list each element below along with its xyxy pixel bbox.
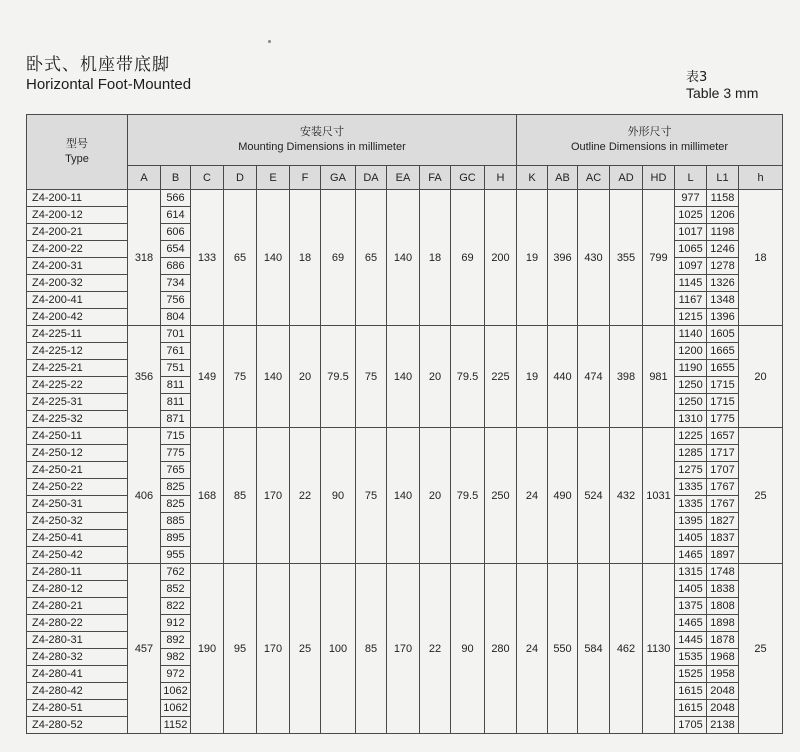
cell-type: Z4-250-31 <box>27 496 128 513</box>
cell-ac: 524 <box>578 428 610 564</box>
column-header-l1: L1 <box>707 166 739 190</box>
cell-l: 1097 <box>675 258 707 275</box>
table-row <box>27 428 783 445</box>
table-row <box>27 564 783 581</box>
cell-l1: 1897 <box>707 547 739 564</box>
cell-e: 170 <box>257 428 290 564</box>
cell-h-small: 25 <box>739 428 783 564</box>
cell-l: 1285 <box>675 445 707 462</box>
cell-b: 614 <box>161 207 191 224</box>
cell-l1: 1396 <box>707 309 739 326</box>
cell-a: 356 <box>128 326 161 428</box>
mounting-header-en: Mounting Dimensions in millimeter <box>238 141 406 153</box>
cell-l1: 1968 <box>707 649 739 666</box>
outline-header-en: Outline Dimensions in millimeter <box>570 141 729 153</box>
cell-k: 24 <box>517 428 548 564</box>
cell-l1: 1767 <box>707 479 739 496</box>
cell-a: 457 <box>128 564 161 734</box>
cell-l1: 1715 <box>707 377 739 394</box>
column-header-k: K <box>517 166 548 190</box>
cell-b: 654 <box>161 241 191 258</box>
cell-ab: 550 <box>548 564 578 734</box>
cell-l: 1335 <box>675 496 707 513</box>
cell-ad: 355 <box>610 190 643 326</box>
cell-b: 566 <box>161 190 191 207</box>
cell-b: 825 <box>161 479 191 496</box>
cell-e: 140 <box>257 326 290 428</box>
cell-hd: 1130 <box>643 564 675 734</box>
column-header-d: D <box>224 166 257 190</box>
cell-type: Z4-225-12 <box>27 343 128 360</box>
cell-ea: 170 <box>387 564 420 734</box>
cell-l1: 2138 <box>707 717 739 734</box>
cell-l1: 1838 <box>707 581 739 598</box>
cell-ea: 140 <box>387 326 420 428</box>
cell-ad: 398 <box>610 326 643 428</box>
cell-b: 895 <box>161 530 191 547</box>
cell-ac: 430 <box>578 190 610 326</box>
cell-type: Z4-200-21 <box>27 224 128 241</box>
cell-type: Z4-250-42 <box>27 547 128 564</box>
column-header-f: F <box>290 166 321 190</box>
cell-l1: 1348 <box>707 292 739 309</box>
cell-l: 1445 <box>675 632 707 649</box>
cell-gc: 79.5 <box>451 326 485 428</box>
cell-type: Z4-250-32 <box>27 513 128 530</box>
cell-l: 1250 <box>675 377 707 394</box>
cell-l: 1375 <box>675 598 707 615</box>
cell-l: 1140 <box>675 326 707 343</box>
cell-b: 972 <box>161 666 191 683</box>
cell-e: 140 <box>257 190 290 326</box>
cell-f: 20 <box>290 326 321 428</box>
header-row-columns <box>27 166 783 190</box>
cell-l: 1395 <box>675 513 707 530</box>
cell-type: Z4-280-11 <box>27 564 128 581</box>
cell-ab: 396 <box>548 190 578 326</box>
cell-fa: 20 <box>420 428 451 564</box>
cell-type: Z4-225-11 <box>27 326 128 343</box>
cell-l1: 1655 <box>707 360 739 377</box>
cell-l1: 2048 <box>707 700 739 717</box>
cell-b: 762 <box>161 564 191 581</box>
cell-type: Z4-200-11 <box>27 190 128 207</box>
cell-l: 1310 <box>675 411 707 428</box>
cell-l1: 1767 <box>707 496 739 513</box>
cell-type: Z4-225-22 <box>27 377 128 394</box>
column-header-h: h <box>739 166 783 190</box>
cell-l1: 1898 <box>707 615 739 632</box>
cell-b: 912 <box>161 615 191 632</box>
column-header-a: A <box>128 166 161 190</box>
cell-hd: 981 <box>643 326 675 428</box>
cell-gc: 69 <box>451 190 485 326</box>
cell-l: 1250 <box>675 394 707 411</box>
cell-hd: 1031 <box>643 428 675 564</box>
cell-h: 200 <box>485 190 517 326</box>
cell-b: 822 <box>161 598 191 615</box>
cell-d: 85 <box>224 428 257 564</box>
cell-l1: 1808 <box>707 598 739 615</box>
table-row <box>27 326 783 343</box>
cell-f: 22 <box>290 428 321 564</box>
cell-h-small: 20 <box>739 326 783 428</box>
cell-b: 1062 <box>161 700 191 717</box>
cell-type: Z4-280-21 <box>27 598 128 615</box>
cell-da: 65 <box>356 190 387 326</box>
type-header-cn: 型号 <box>66 138 88 150</box>
cell-l: 1525 <box>675 666 707 683</box>
cell-h-small: 25 <box>739 564 783 734</box>
cell-gc: 90 <box>451 564 485 734</box>
cell-type: Z4-250-12 <box>27 445 128 462</box>
cell-ea: 140 <box>387 190 420 326</box>
cell-type: Z4-280-32 <box>27 649 128 666</box>
cell-b: 811 <box>161 377 191 394</box>
column-header-gc: GC <box>451 166 485 190</box>
cell-da: 85 <box>356 564 387 734</box>
cell-b: 1152 <box>161 717 191 734</box>
cell-l1: 1158 <box>707 190 739 207</box>
cell-l1: 1278 <box>707 258 739 275</box>
cell-f: 25 <box>290 564 321 734</box>
cell-a: 406 <box>128 428 161 564</box>
cell-b: 775 <box>161 445 191 462</box>
column-header-ab: AB <box>548 166 578 190</box>
cell-da: 75 <box>356 428 387 564</box>
cell-ga: 79.5 <box>321 326 356 428</box>
column-header-ga: GA <box>321 166 356 190</box>
dimension-table <box>26 114 783 734</box>
mounting-header-cn: 安装尺寸 <box>300 126 344 138</box>
table-row <box>27 190 783 207</box>
cell-d: 65 <box>224 190 257 326</box>
cell-c: 149 <box>191 326 224 428</box>
cell-c: 190 <box>191 564 224 734</box>
cell-b: 885 <box>161 513 191 530</box>
column-header-b: B <box>161 166 191 190</box>
column-header-h: H <box>485 166 517 190</box>
cell-b: 955 <box>161 547 191 564</box>
cell-ea: 140 <box>387 428 420 564</box>
cell-type: Z4-280-12 <box>27 581 128 598</box>
cell-type: Z4-200-22 <box>27 241 128 258</box>
cell-l: 1335 <box>675 479 707 496</box>
column-header-fa: FA <box>420 166 451 190</box>
cell-k: 19 <box>517 190 548 326</box>
cell-b: 686 <box>161 258 191 275</box>
cell-type: Z4-200-31 <box>27 258 128 275</box>
cell-fa: 18 <box>420 190 451 326</box>
cell-l: 1615 <box>675 700 707 717</box>
cell-da: 75 <box>356 326 387 428</box>
cell-type: Z4-250-21 <box>27 462 128 479</box>
cell-l: 977 <box>675 190 707 207</box>
cell-d: 75 <box>224 326 257 428</box>
cell-type: Z4-280-31 <box>27 632 128 649</box>
cell-ad: 432 <box>610 428 643 564</box>
cell-l: 1315 <box>675 564 707 581</box>
cell-l: 1535 <box>675 649 707 666</box>
cell-hd: 799 <box>643 190 675 326</box>
cell-type: Z4-225-32 <box>27 411 128 428</box>
speck <box>268 40 271 43</box>
cell-l: 1065 <box>675 241 707 258</box>
cell-l1: 1748 <box>707 564 739 581</box>
cell-type: Z4-280-52 <box>27 717 128 734</box>
cell-k: 19 <box>517 326 548 428</box>
cell-fa: 22 <box>420 564 451 734</box>
cell-ga: 69 <box>321 190 356 326</box>
cell-b: 804 <box>161 309 191 326</box>
cell-type: Z4-200-42 <box>27 309 128 326</box>
cell-b: 811 <box>161 394 191 411</box>
cell-l: 1465 <box>675 615 707 632</box>
cell-l: 1145 <box>675 275 707 292</box>
cell-ab: 490 <box>548 428 578 564</box>
cell-l1: 1878 <box>707 632 739 649</box>
cell-b: 701 <box>161 326 191 343</box>
outline-header-cn: 外形尺寸 <box>627 126 672 138</box>
column-header-hd: HD <box>643 166 675 190</box>
cell-b: 734 <box>161 275 191 292</box>
cell-b: 871 <box>161 411 191 428</box>
mounting-dimensions-header <box>128 115 517 166</box>
cell-l1: 1326 <box>707 275 739 292</box>
header-row-groups <box>27 115 783 166</box>
cell-ac: 584 <box>578 564 610 734</box>
cell-l1: 1198 <box>707 224 739 241</box>
cell-type: Z4-280-42 <box>27 683 128 700</box>
outline-dimensions-header <box>517 115 783 166</box>
cell-l: 1405 <box>675 530 707 547</box>
cell-b: 761 <box>161 343 191 360</box>
cell-l: 1275 <box>675 462 707 479</box>
cell-h: 225 <box>485 326 517 428</box>
cell-l: 1167 <box>675 292 707 309</box>
cell-l: 1215 <box>675 309 707 326</box>
cell-ga: 90 <box>321 428 356 564</box>
cell-b: 1062 <box>161 683 191 700</box>
cell-l1: 1837 <box>707 530 739 547</box>
cell-h: 250 <box>485 428 517 564</box>
cell-l: 1200 <box>675 343 707 360</box>
type-header-en: Type <box>65 153 89 165</box>
cell-ga: 100 <box>321 564 356 734</box>
cell-f: 18 <box>290 190 321 326</box>
cell-l: 1465 <box>675 547 707 564</box>
cell-b: 825 <box>161 496 191 513</box>
cell-ab: 440 <box>548 326 578 428</box>
cell-b: 751 <box>161 360 191 377</box>
cell-b: 606 <box>161 224 191 241</box>
cell-type: Z4-200-41 <box>27 292 128 309</box>
cell-b: 852 <box>161 581 191 598</box>
cell-c: 168 <box>191 428 224 564</box>
cell-type: Z4-200-32 <box>27 275 128 292</box>
cell-l1: 1775 <box>707 411 739 428</box>
cell-l1: 1715 <box>707 394 739 411</box>
cell-gc: 79.5 <box>451 428 485 564</box>
table-number-en: Table 3 mm <box>686 85 759 101</box>
cell-b: 982 <box>161 649 191 666</box>
cell-type: Z4-250-41 <box>27 530 128 547</box>
cell-b: 892 <box>161 632 191 649</box>
cell-type: Z4-200-12 <box>27 207 128 224</box>
column-header-da: DA <box>356 166 387 190</box>
cell-b: 765 <box>161 462 191 479</box>
cell-b: 715 <box>161 428 191 445</box>
column-header-c: C <box>191 166 224 190</box>
type-header <box>27 115 128 190</box>
cell-c: 133 <box>191 190 224 326</box>
cell-l: 1405 <box>675 581 707 598</box>
cell-b: 756 <box>161 292 191 309</box>
column-header-l: L <box>675 166 707 190</box>
cell-l: 1190 <box>675 360 707 377</box>
cell-h: 280 <box>485 564 517 734</box>
cell-l1: 1605 <box>707 326 739 343</box>
cell-a: 318 <box>128 190 161 326</box>
cell-ad: 462 <box>610 564 643 734</box>
cell-l1: 1246 <box>707 241 739 258</box>
cell-l1: 1707 <box>707 462 739 479</box>
cell-l: 1017 <box>675 224 707 241</box>
cell-l: 1705 <box>675 717 707 734</box>
column-header-ad: AD <box>610 166 643 190</box>
cell-l1: 1206 <box>707 207 739 224</box>
column-header-ea: EA <box>387 166 420 190</box>
cell-type: Z4-225-31 <box>27 394 128 411</box>
cell-fa: 20 <box>420 326 451 428</box>
column-header-ac: AC <box>578 166 610 190</box>
cell-type: Z4-250-22 <box>27 479 128 496</box>
cell-l: 1025 <box>675 207 707 224</box>
cell-type: Z4-225-21 <box>27 360 128 377</box>
cell-type: Z4-280-41 <box>27 666 128 683</box>
cell-l1: 1657 <box>707 428 739 445</box>
cell-l1: 1958 <box>707 666 739 683</box>
cell-k: 24 <box>517 564 548 734</box>
cell-type: Z4-250-11 <box>27 428 128 445</box>
cell-type: Z4-280-22 <box>27 615 128 632</box>
cell-l: 1225 <box>675 428 707 445</box>
page-title-en: Horizontal Foot-Mounted <box>26 76 192 93</box>
cell-ac: 474 <box>578 326 610 428</box>
cell-l: 1615 <box>675 683 707 700</box>
table-number-cn: 表3 <box>686 70 708 85</box>
cell-l1: 1665 <box>707 343 739 360</box>
page-title-cn: 卧式、机座带底脚 <box>26 55 170 75</box>
cell-d: 95 <box>224 564 257 734</box>
cell-l1: 1827 <box>707 513 739 530</box>
cell-type: Z4-280-51 <box>27 700 128 717</box>
cell-l1: 2048 <box>707 683 739 700</box>
cell-l1: 1717 <box>707 445 739 462</box>
column-header-e: E <box>257 166 290 190</box>
cell-e: 170 <box>257 564 290 734</box>
cell-h-small: 18 <box>739 190 783 326</box>
